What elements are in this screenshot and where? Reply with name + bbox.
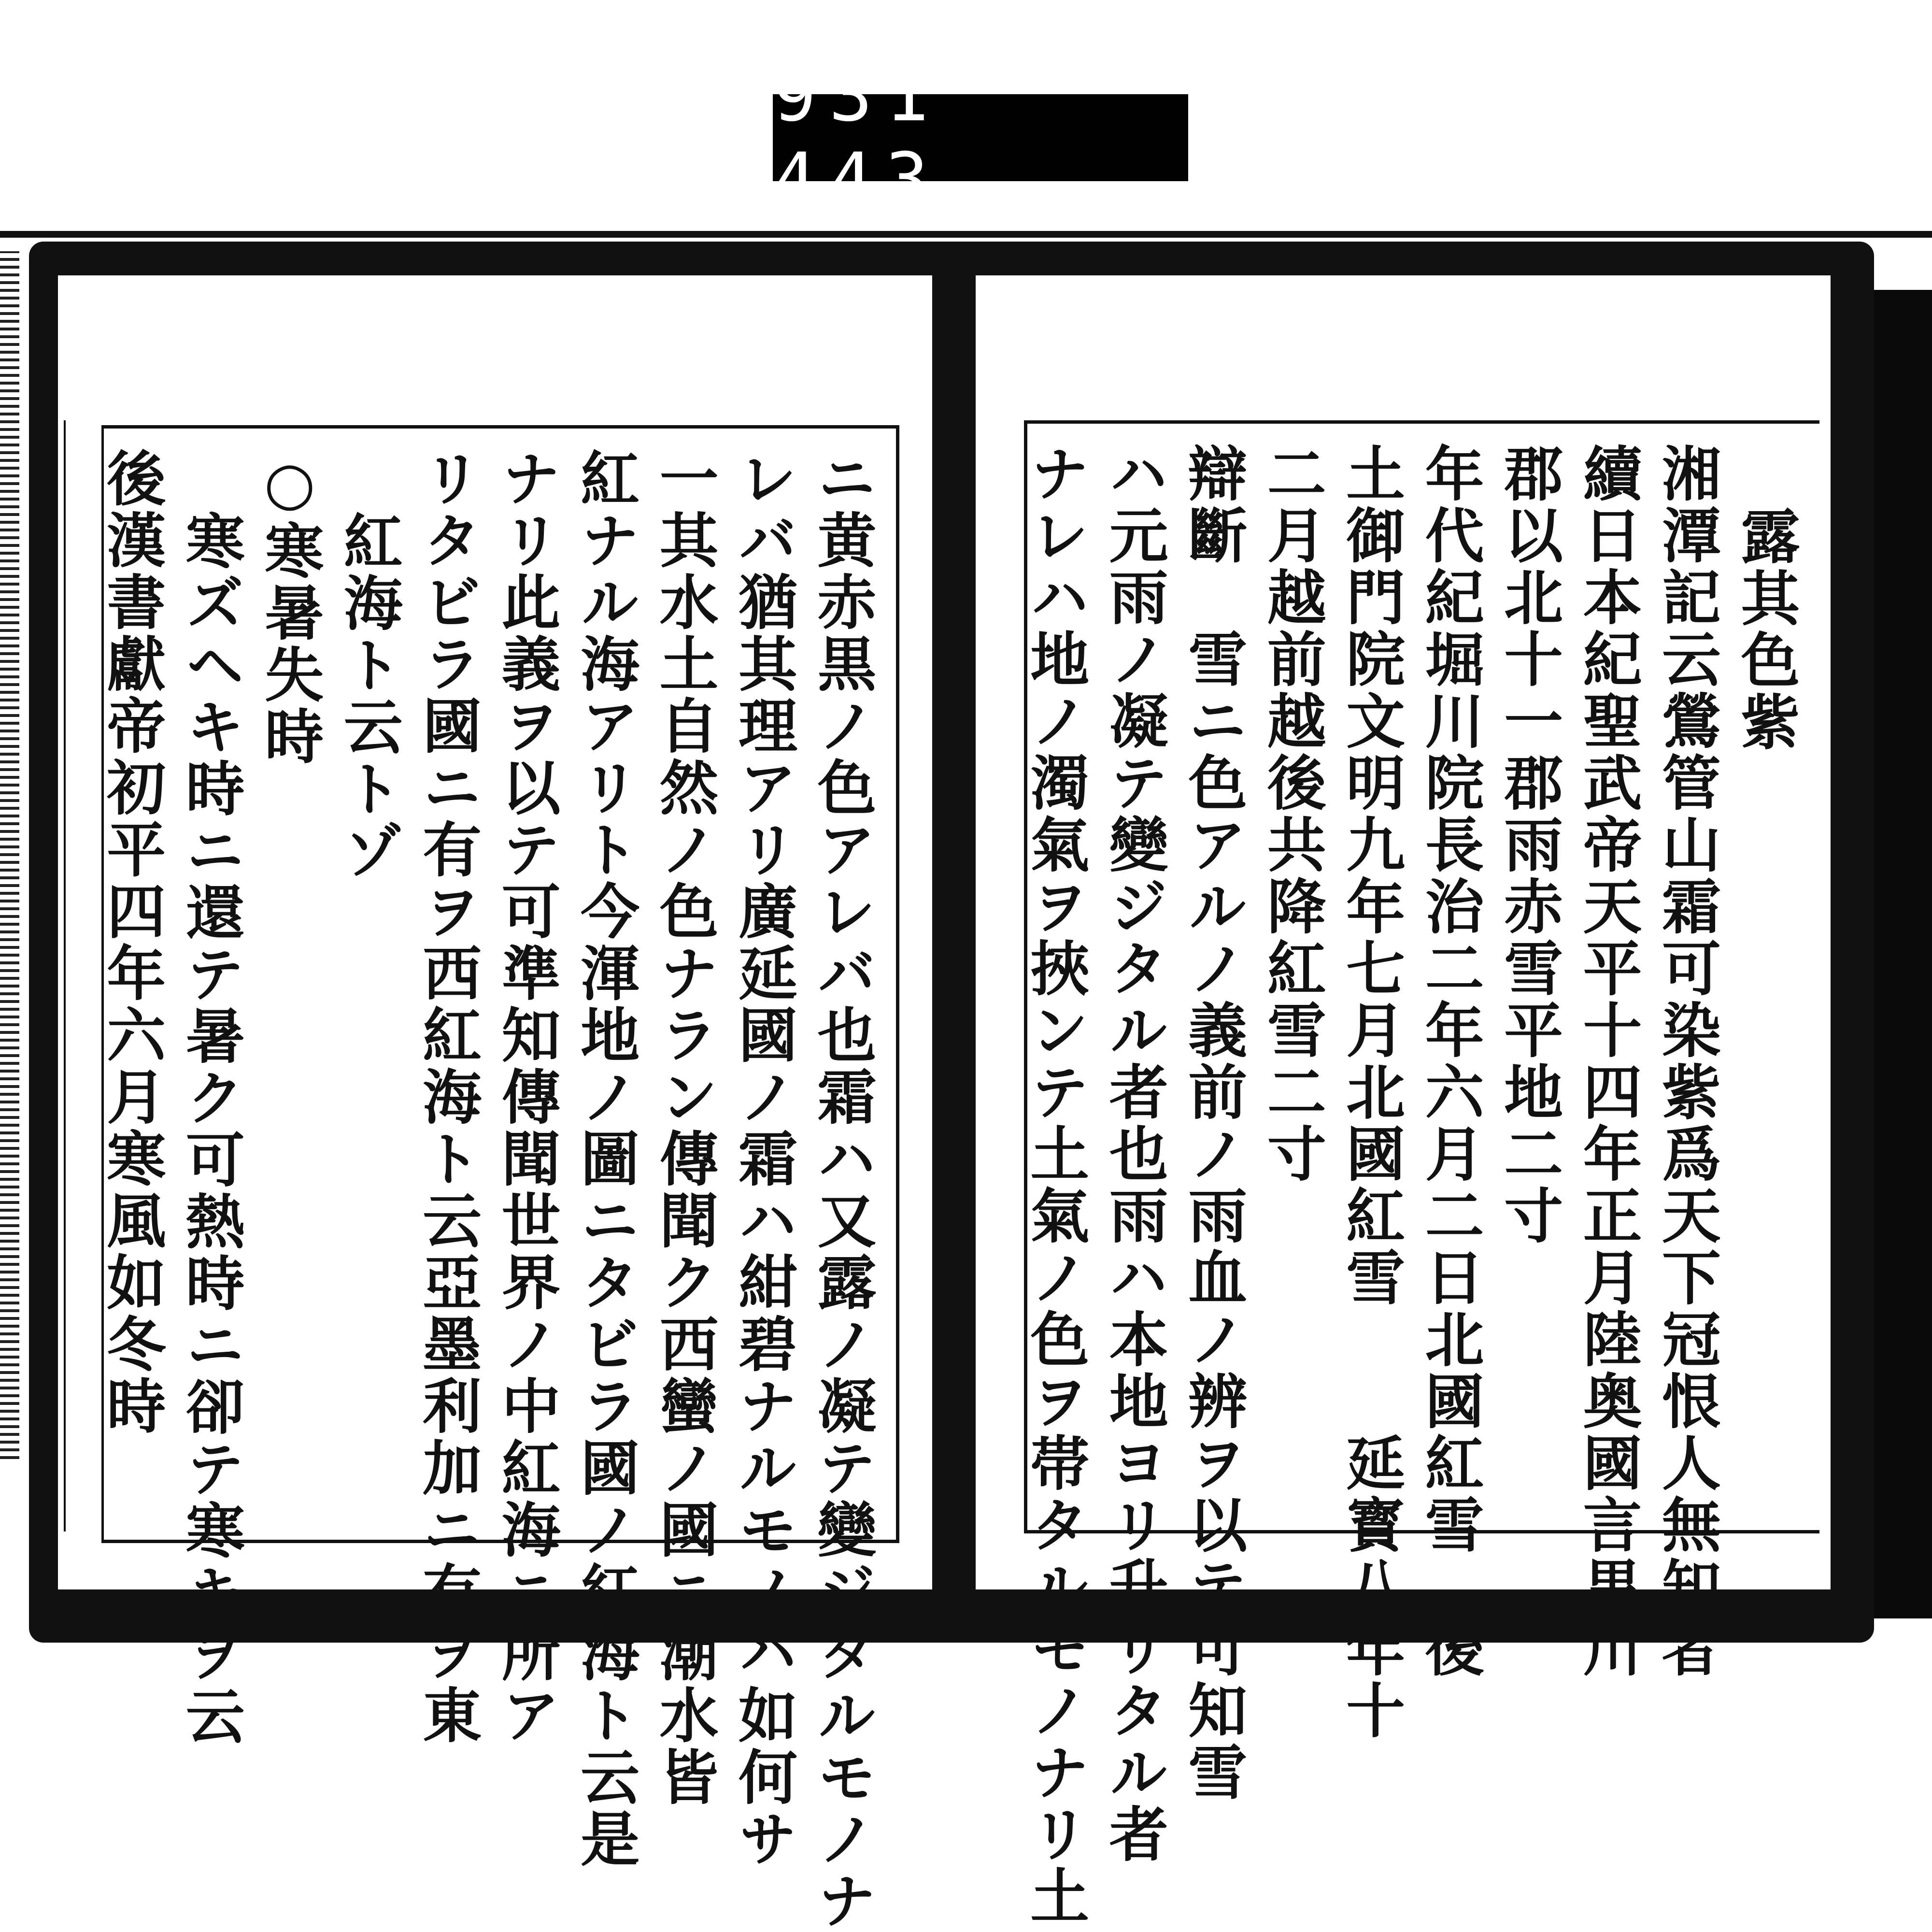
scan-right-edge [1874,290,1932,1618]
text-column: 土御門院文明九年七月北國紅雪 延寳八年十 [1336,443,1406,1742]
left-text-frame [97,425,899,1932]
text-column: 湘潭記云鶯管山霜可染紫爲天下冠恨人無知者 [1652,443,1722,1680]
text-column: ○寒暑失時 [255,448,325,768]
text-column: 二月越前越後共降紅雪二寸 [1257,443,1327,1185]
text-column: ナレハ地ノ濁氣ヲ挾ンテ土氣ノ色ヲ帯タルモノナリ土 [1020,443,1090,1927]
text-column: 紅海ト云トゾ [334,511,404,882]
text-column: 寒ズヘキ時ニ還テ暑ク可熱時ニ卻テ寒キヲ云 [176,511,246,1747]
text-column: 後漢書獻帝初平四年六月寒風如冬時 [97,448,167,1437]
left-page-columns [97,448,881,1932]
text-column: 紅ナル海アリト今渾地ノ圖ニタビラ國ノ紅海ト云是 [570,448,640,1870]
text-column: 露其色紫 [1731,506,1801,753]
scan-top-rule [0,231,1932,238]
text-column: レバ猶其理アリ廣延國ノ霜ハ紺碧ナルモノハ如何サ [728,448,798,1870]
text-column: 一其水土自然ノ色ナラン傳聞ク西蠻ノ國ニ潮水皆 [650,448,720,1808]
text-column: ナリ此義ヲ以テ可準知傳聞世界ノ中紅海ニ所ア [492,448,562,1746]
text-column: 辯斷 雪ニ色アルノ義前ノ雨血ノ辨ヲ以テ可知雪 [1178,443,1248,1803]
scan-left-edge [0,251,19,1459]
left-page [58,275,932,1932]
text-column: 年代紀堀川院長治二年六月二日北國紅雪 後 [1415,443,1485,1680]
catalog-number-label: 931 443. [773,94,1188,181]
open-book [29,242,1874,1932]
right-page [976,275,1831,1927]
left-page-margin [49,420,66,1531]
text-column: リタビラ國ニ有ヲ西紅海ト云亞墨利加ニ有ヲ東 [412,448,483,1746]
text-column: 續日本紀聖武帝天平十四年正月陸奥國言黒川 [1573,443,1643,1680]
text-column: ハ元雨ノ凝テ變ジタル者也雨ハ本地ヨリ升リタル者 [1099,443,1169,1865]
text-column: 郡以北十一郡雨赤雪平地二寸 [1494,443,1564,1247]
text-column: ニ黄赤黒ノ色アレバ也霜ハ又露ノ凝テ變ジタルモノナ [808,448,877,1932]
right-text-frame [1020,420,1819,1927]
right-page-columns [1020,443,1805,1927]
